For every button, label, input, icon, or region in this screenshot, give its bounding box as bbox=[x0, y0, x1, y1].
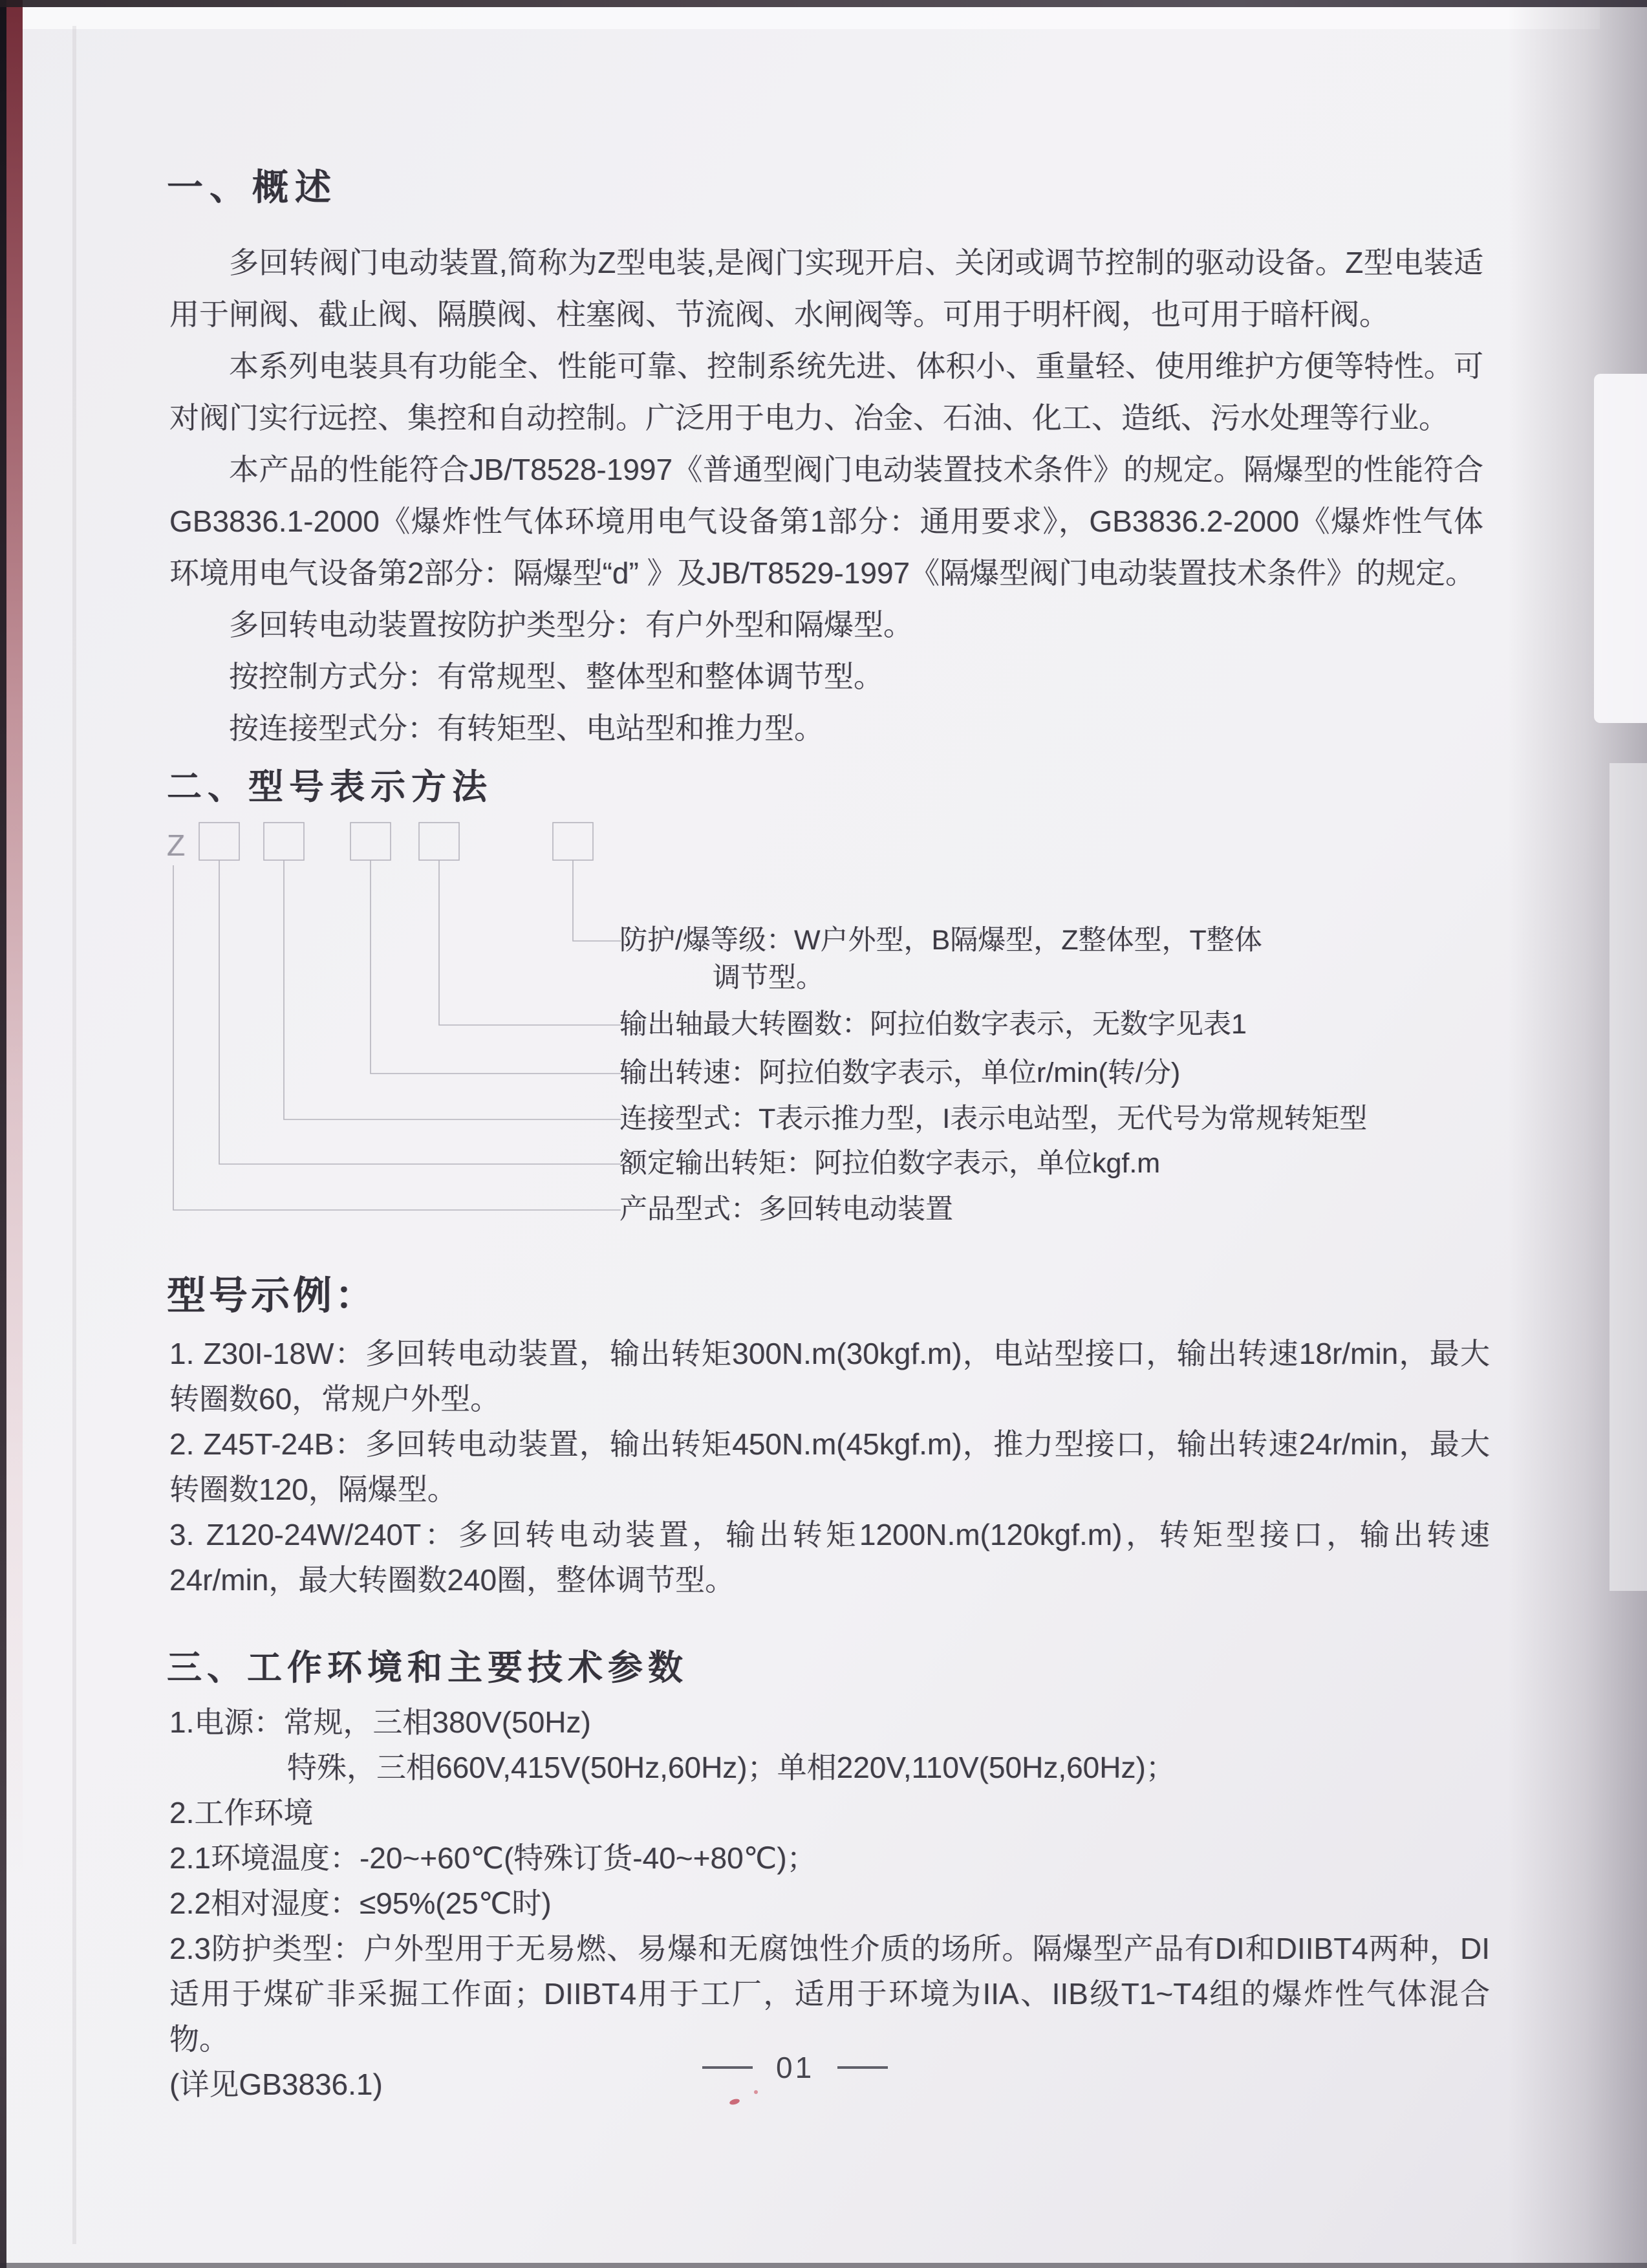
examples-body bbox=[169, 1331, 1490, 1603]
diagram-label-connection-type: 连接型式：T表示推力型，I表示电站型，无代号为常规转矩型 bbox=[619, 1103, 1368, 1134]
example-item-3: 3. Z120-24W/240T：多回转电动装置，输出转矩1200N.m(120kgf.m)，转矩型接口，输出转速24r/min，最大转圈数240圈，整体调节型。 bbox=[169, 1518, 1490, 1597]
connector-line-speed bbox=[371, 860, 621, 1074]
section3-body bbox=[169, 1700, 1490, 2107]
scan-artifact-bottom-edge bbox=[0, 2263, 1647, 2268]
connector-line-protection bbox=[573, 860, 621, 941]
scan-artifact-top-edge bbox=[0, 0, 1647, 7]
spec-power-line-2: 特殊，三相660V,415V(50Hz,60Hz)；单相220V,110V(50Hz,60Hz)； bbox=[287, 1751, 1176, 1784]
model-code-box-1 bbox=[199, 823, 239, 860]
section1-body bbox=[169, 237, 1483, 754]
connector-line-max-turns bbox=[439, 860, 621, 1025]
diagram-label-protection-grade-cont: 调节型。 bbox=[713, 962, 824, 993]
overview-paragraph-4: 多回转电动装置按防护类型分：有户外型和隔爆型。 bbox=[229, 608, 913, 642]
examples-heading: 型号示例： bbox=[167, 1274, 377, 1317]
diagram-label-product-type: 产品型式：多回转电动装置 bbox=[619, 1194, 953, 1225]
footer-dash-right bbox=[837, 2066, 888, 2069]
model-prefix-letter: Z bbox=[167, 828, 186, 862]
overview-paragraph-6: 按连接型式分：有转矩型、电站型和推力型。 bbox=[229, 711, 824, 745]
scan-artifact-red-speck bbox=[754, 2090, 758, 2094]
model-designation-diagram bbox=[162, 816, 621, 1224]
example-item-1: 1. Z30I-18W：多回转电动装置，输出转矩300N.m(30kgf.m)，电站型接口，输出转速18r/min，最大转圈数60，常规户外型。 bbox=[169, 1337, 1490, 1416]
overview-paragraph-3: 本产品的性能符合JB/T8528-1997《普通型阀门电动装置技术条件》的规定。隔爆型的性能符合GB3836.1-2000《爆炸性气体环境用电气设备第1部分：通用要求》，GB3836.2-2000《爆炸性气体环境用电气设备第2部分：隔爆型“d” 》及JB/T8529-1997《隔爆型阀门电动装置技术条件》的规定。 bbox=[169, 453, 1483, 590]
diagram-label-output-speed: 输出转速：阿拉伯数字表示，单位r/min(转/分) bbox=[619, 1057, 1181, 1088]
scan-artifact-left-edge bbox=[0, 0, 6, 2268]
diagram-label-protection-grade: 防护/爆等级：W户外型，B隔爆型，Z整体型，T整体 bbox=[619, 925, 1262, 956]
footer-dash-left bbox=[702, 2066, 753, 2069]
overview-paragraph-1: 多回转阀门电动装置,简称为Z型电装,是阀门实现开启、关闭或调节控制的驱动设备。Z型电装适用于闸阀、截止阀、隔膜阀、柱塞阀、节流阀、水闸阀等。可用于明杆阀，也可用于暗杆阀。 bbox=[169, 246, 1483, 331]
page-footer bbox=[702, 2050, 888, 2085]
spec-temperature: 2.1环境温度：-20~+60℃(特殊订货-40~+80℃)； bbox=[169, 1841, 817, 1875]
section1-heading: 一、概述 bbox=[167, 167, 338, 208]
spec-reference-note: (详见GB3836.1) bbox=[169, 2068, 383, 2101]
connector-line-connection bbox=[284, 860, 621, 1119]
section2-heading: 二、型号表示方法 bbox=[167, 768, 493, 806]
spec-humidity: 2.2相对湿度：≤95%(25℃时) bbox=[169, 1886, 552, 1920]
page-number: 01 bbox=[776, 2051, 815, 2084]
connector-line-torque bbox=[219, 860, 621, 1164]
model-code-box-4 bbox=[419, 823, 459, 860]
model-code-box-3 bbox=[350, 823, 391, 860]
spec-protection-type: 2.3防护类型：户外型用于无易燃、易爆和无腐蚀性介质的场所。隔爆型产品有DI和DIIBT4两种，DI适用于煤矿非采掘工作面；DIIBT4用于工厂，适用于环境为IIA、IIB级T1~T4组的爆炸性气体混合物。 bbox=[169, 1932, 1490, 2056]
scan-artifact-right-patch bbox=[1609, 763, 1647, 1591]
diagram-label-rated-torque: 额定输出转矩：阿拉伯数字表示，单位kgf.m bbox=[619, 1148, 1161, 1179]
model-code-box-2 bbox=[264, 823, 304, 860]
scan-artifact-left-seam bbox=[72, 26, 76, 2244]
example-item-2: 2. Z45T-24B：多回转电动装置，输出转矩450N.m(45kgf.m)，推力型接口，输出转速24r/min，最大转圈数120，隔爆型。 bbox=[169, 1427, 1490, 1506]
connector-line-product bbox=[173, 865, 621, 1210]
scan-artifact-right-notch bbox=[1594, 374, 1647, 723]
overview-paragraph-2: 本系列电装具有功能全、性能可靠、控制系统先进、体积小、重量轻、使用维护方便等特性。可对阀门实行远控、集控和自动控制。广泛用于电力、冶金、石油、化工、造纸、污水处理等行业。 bbox=[169, 349, 1483, 435]
model-code-box-5 bbox=[553, 823, 593, 860]
scan-artifact-red-strip bbox=[6, 0, 23, 1875]
scan-artifact-top-band bbox=[22, 7, 1600, 29]
overview-paragraph-5: 按控制方式分：有常规型、整体型和整体调节型。 bbox=[229, 660, 883, 693]
section3-heading: 三、工作环境和主要技术参数 bbox=[167, 1648, 688, 1687]
spec-power-line-1: 1.电源：常规，三相380V(50Hz) bbox=[169, 1705, 591, 1739]
diagram-label-max-turns: 输出轴最大转圈数：阿拉伯数字表示，无数字见表1 bbox=[619, 1009, 1247, 1040]
spec-environment-heading: 2.工作环境 bbox=[169, 1796, 314, 1830]
